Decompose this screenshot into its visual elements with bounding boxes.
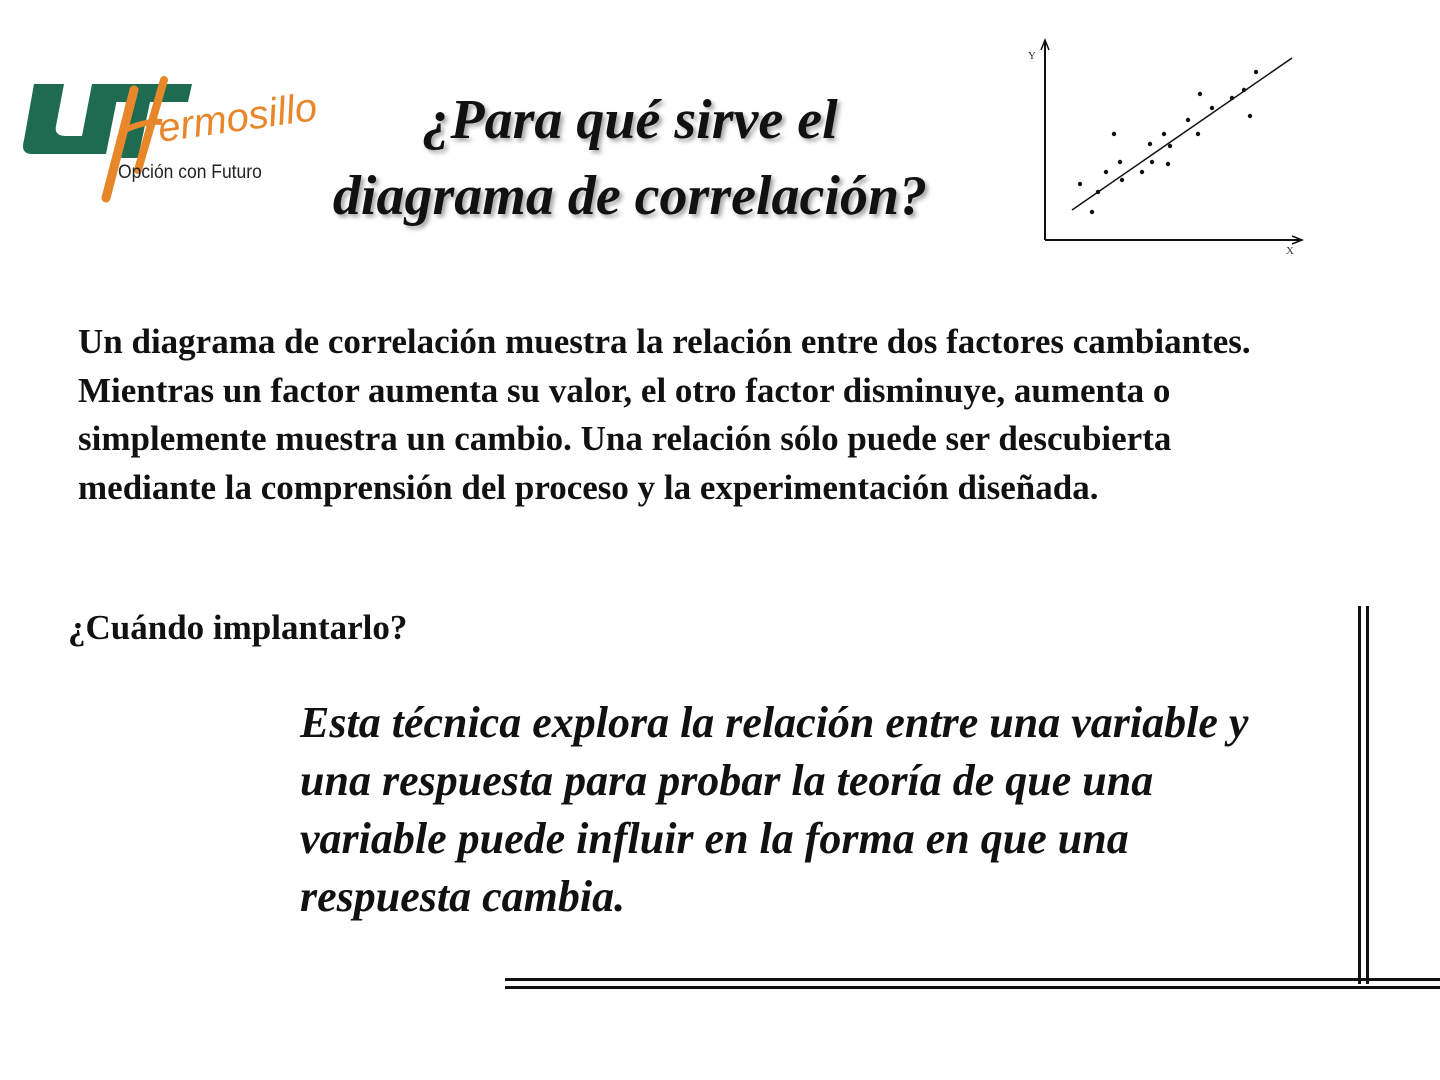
scatter-svg [1020, 36, 1310, 260]
scatter-point [1140, 170, 1144, 174]
title-line-1: ¿Para qué sirve el [422, 89, 838, 151]
scatter-point [1150, 160, 1154, 164]
scatter-point [1166, 162, 1170, 166]
scatter-point [1210, 106, 1214, 110]
scatter-point [1254, 70, 1258, 74]
scatter-point [1090, 210, 1094, 214]
scatter-point [1162, 132, 1166, 136]
scatter-point [1078, 182, 1082, 186]
y-axis-label: Y [1028, 50, 1036, 62]
page-title [270, 82, 990, 234]
scatter-point [1242, 88, 1246, 92]
scatter-point [1112, 132, 1116, 136]
answer-paragraph: Esta técnica explora la relación entre una variable y una respuesta para probar la teoría de que una variable puede influir en la forma en que una respuesta cambia. [300, 698, 1249, 921]
scatter-diagram-illustration [1020, 36, 1310, 260]
scatter-point [1230, 96, 1234, 100]
title-line-2: diagrama de correlación? [332, 165, 928, 227]
vertical-rule-left [1358, 606, 1361, 984]
question-heading: ¿Cuándo implantarlo? [68, 608, 408, 647]
vertical-rule-right [1366, 606, 1369, 984]
trend-line [1072, 58, 1292, 210]
horizontal-rule-top [505, 978, 1440, 981]
scatter-point [1096, 190, 1100, 194]
scatter-point [1248, 114, 1252, 118]
x-axis-label: X [1286, 245, 1294, 257]
scatter-point [1148, 142, 1152, 146]
scatter-point [1168, 144, 1172, 148]
scatter-point [1186, 118, 1190, 122]
svg-text:ermosillo: ermosillo [155, 85, 320, 151]
scatter-point [1196, 132, 1200, 136]
scatter-point [1104, 170, 1108, 174]
description-paragraph: Un diagrama de correlación muestra la relación entre dos factores cambiantes. Mientras un factor aumenta su valor, el otro factor disminuye, aumenta o simplemente muestra un cambio. Una relación sólo puede ser descubierta mediante la comprensión del proceso y la experimentación diseñada. [78, 322, 1251, 507]
scatter-point [1198, 92, 1202, 96]
logo-tagline: Opción con Futuro [118, 162, 262, 183]
scatter-point [1118, 160, 1122, 164]
scatter-point [1120, 178, 1124, 182]
scatter-points [1078, 70, 1258, 214]
horizontal-rule-bottom [505, 986, 1440, 989]
